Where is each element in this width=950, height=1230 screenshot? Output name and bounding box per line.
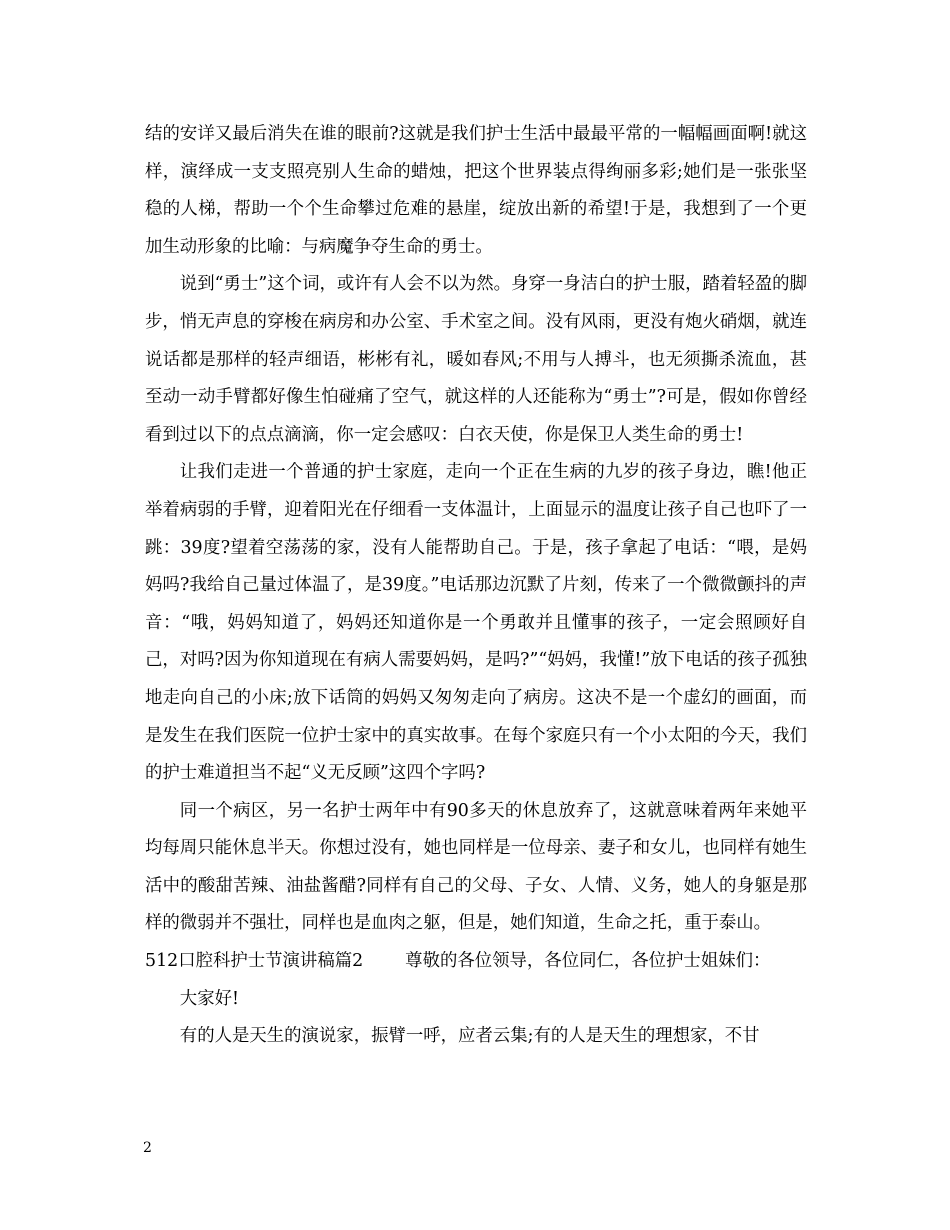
salutation: 尊敬的各位领导，各位同仁，各位护士姐妹们： [405, 951, 771, 972]
paragraph-rest-days: 同一个病区，另一名护士两年中有90多天的休息放弃了，这就意味着两年来她平均每周只能休息半天。你想过没有，她也同样是一位母亲、妻子和女儿，也同样有她生活中的酸甜苦辣、油盐酱醋?同样有自己的父母、子女、人情、义务，她人的身躯是那样的微弱并不强壮，同样也是血肉之躯，但是，她们知道，生命之托，重于泰山。 [145, 800, 807, 934]
page-number: 2 [143, 1140, 152, 1156]
section-heading-line [145, 943, 807, 981]
document-body [145, 116, 807, 1056]
paragraph-continuation: 结的安详又最后消失在谁的眼前?这就是我们护士生活中最最平常的一幅幅画面啊!就这样，演绎成一支支照亮别人生命的蜡烛，把这个世界装点得绚丽多彩;她们是一张张坚稳的人梯，帮助一个个生命攀过危难的悬崖，绽放出新的希望!于是，我想到了一个更加生动形象的比喻：与病魔争夺生命的勇士。 [145, 124, 807, 257]
paragraph-orators: 有的人是天生的演说家，振臂一呼，应者云集;有的人是天生的理想家，不甘 [179, 1026, 760, 1047]
greeting: 大家好! [179, 988, 239, 1009]
section-heading: 512口腔科护士节演讲稿篇2 [145, 951, 364, 972]
paragraph-child-story: 让我们走进一个普通的护士家庭，走向一个正在生病的九岁的孩子身边，瞧!他正举着病弱的手臂，迎着阳光在仔细看一支体温计，上面显示的温度让孩子自己也吓了一跳：39度?望着空荡荡的家，没有人能帮助自己。于是，孩子拿起了电话：“喂，是妈妈吗?我给自己量过体温了，是39度。”电话那边沉默了片刻，传来了一个微微颤抖的声音：“哦，妈妈知道了，妈妈还知道你是一个勇敢并且懂事的孩子，一定会照顾好自己，对吗?因为你知道现在有病人需要妈妈，是吗?”“妈妈，我懂!”放下电话的孩子孤独地走向自己的小床;放下话筒的妈妈又匆匆走向了病房。这决不是一个虚幻的画面，而是发生在我们医院一位护士家中的真实故事。在每个家庭只有一个小太阳的今天，我们的护士难道担当不起“义无反顾”这四个字吗? [145, 462, 807, 784]
paragraph-warrior: 说到“勇士”这个词，或许有人会不以为然。身穿一身洁白的护士服，踏着轻盈的脚步，悄无声息的穿梭在病房和办公室、手术室之间。没有风雨，更没有炮火硝烟，就连说话都是那样的轻声细语，彬彬有礼，暖如春风;不用与人搏斗，也无须撕杀流血，甚至动一动手臂都好像生怕碰痛了空气，就这样的人还能称为“勇士”?可是，假如你曾经看到过以下的点点滴滴，你一定会感叹：白衣天使，你是保卫人类生命的勇士! [145, 274, 807, 445]
